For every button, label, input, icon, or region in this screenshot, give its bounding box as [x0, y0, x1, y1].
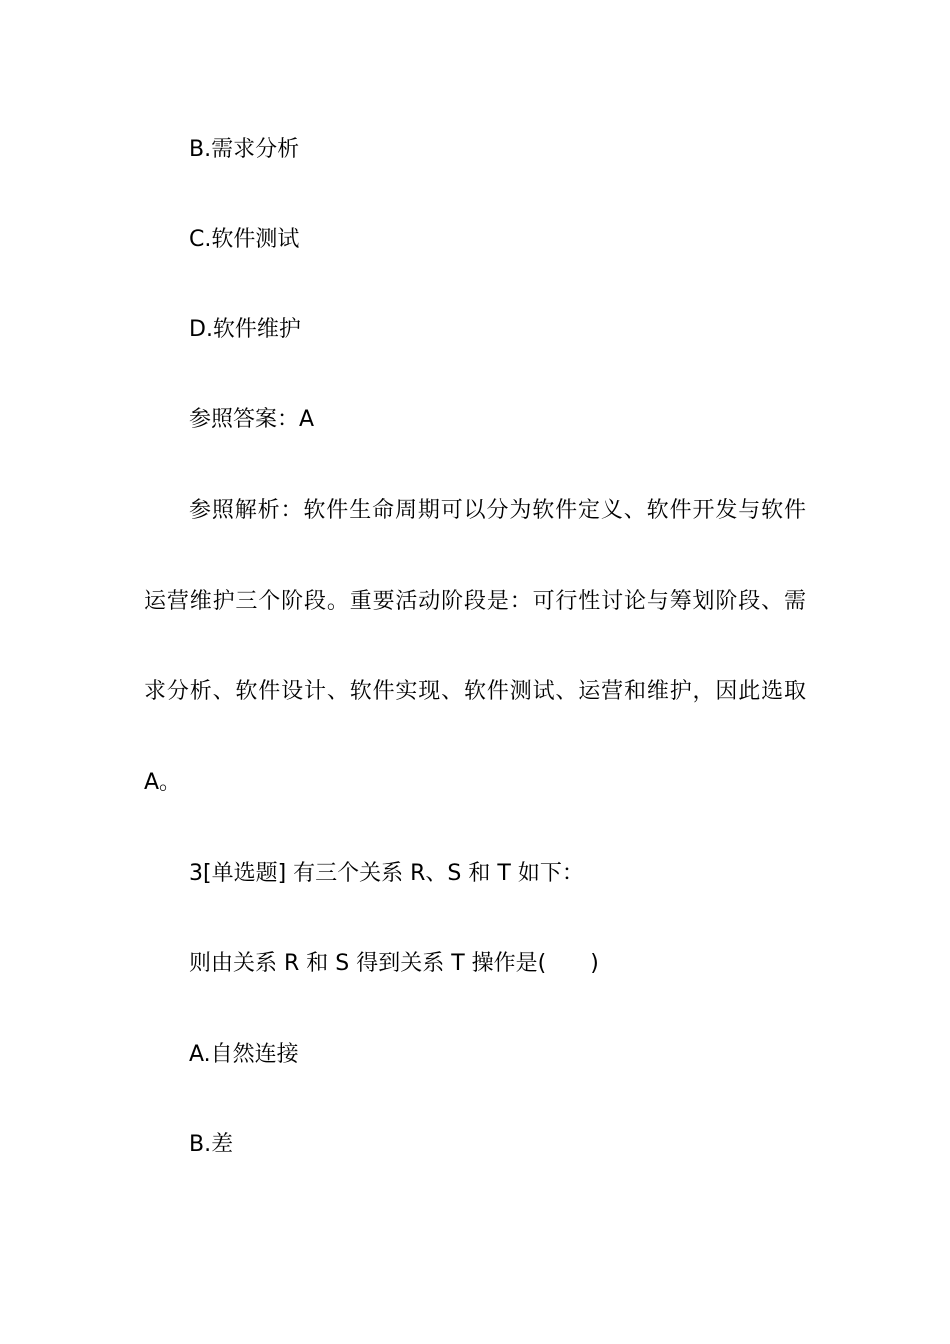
explanation-line-3: 求分析、软件设计、软件实现、软件测试、运营和维护，因此选取 [144, 679, 806, 704]
explanation-line-2: 运营维护三个阶段。重要活动阶段是：可行性讨论与筹划阶段、需 [144, 589, 806, 614]
reference-answer: 参照答案：A [189, 407, 315, 432]
explanation-line-4: A。 [144, 770, 182, 795]
option-a-natural-join: A.自然连接 [189, 1042, 299, 1067]
option-b-requirements-analysis: B.需求分析 [189, 137, 300, 162]
explanation-line-1: 参照解析：软件生命周期可以分为软件定义、软件开发与软件 [189, 498, 806, 523]
option-c-software-testing: C.软件测试 [189, 227, 300, 252]
question-3-prompt: 则由关系 R 和 S 得到关系 T 操作是( ) [189, 951, 599, 976]
option-d-software-maintenance: D.软件维护 [189, 317, 301, 342]
option-b-difference: B.差 [189, 1132, 234, 1157]
question-3-heading: 3[单选题] 有三个关系 R、S 和 T 如下： [189, 861, 584, 886]
